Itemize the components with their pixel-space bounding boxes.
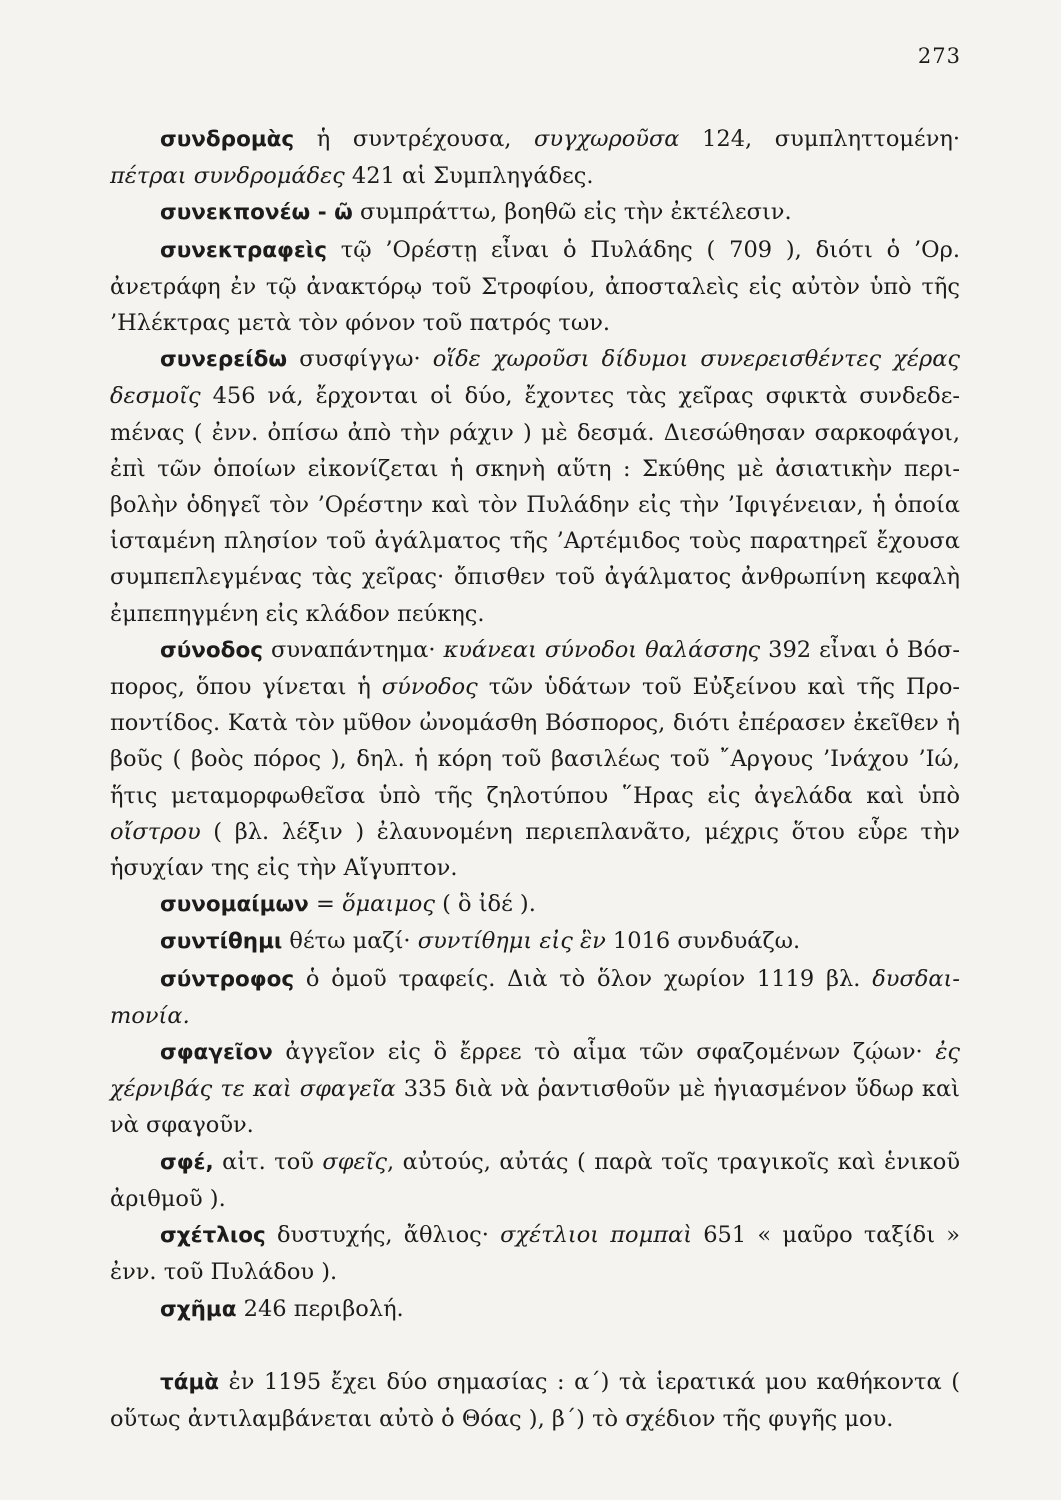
entry-headword: συνεκπονέω - ῶ — [160, 200, 353, 226]
entry-definition: = — [308, 891, 342, 918]
entry-definition: ( ὃ ἰδέ ). — [434, 891, 536, 918]
entry-quotation: οἴστρου — [110, 818, 201, 845]
entry-definition: τῷ ’Ορέστῃ εἶναι ὁ Πυλάδης ( 709 ), διότι ὁ ’Ορ. ἀνετράφη ἐν τῷ ἀνακτόρῳ τοῦ Στροφίου, ἀποσταλεὶς εἰς αὐτὸν ὑπὸ τῆς ’Ηλέκτρας μετὰ τὸν φόνον τοῦ πατρός των. — [110, 236, 960, 337]
glossary-entry — [110, 1364, 960, 1437]
page-number: 273 — [917, 44, 961, 68]
entry-headword: σφαγεῖον — [160, 1040, 273, 1066]
entry-definition: ( βλ. λέξιν ) ἐλαυνομένη περιεπλανᾶτο, μέχρις ὅτου εὗρε τὴν ἡσυχίαν της εἰς τὴν Αἴγυπτον. — [110, 818, 960, 882]
entry-headword: σφέ, — [160, 1149, 214, 1175]
glossary-entry — [110, 1217, 960, 1290]
glossary-entry — [110, 1144, 960, 1217]
entry-quotation: σφεῖς — [322, 1148, 388, 1175]
entry-headword: συνερείδω — [160, 347, 288, 373]
glossary-entry — [110, 1034, 960, 1144]
entry-definition: 124, συμπληττομένη· — [679, 126, 960, 152]
entry-definition: 392 εἶναι ὁ Βόσπορος, ὅπου γίνεται ἡ — [110, 636, 960, 701]
entry-headword: συνδρομὰς — [160, 127, 295, 152]
entry-quotation: οἵδε χωροῦσι δίδυμοι συνερεισθέντες χέρας δεσμοῖς — [110, 346, 961, 410]
entry-definition: δυστυχής, ἄθλιος· — [265, 1222, 501, 1249]
entry-quotation: συντίθημι εἰς ἓν — [417, 928, 606, 955]
entry-definition: 651 « μαῦρο ταξίδι » ἐνν. τοῦ Πυλάδου ). — [110, 1222, 961, 1286]
entry-definition: 246 περιβολή. — [236, 1295, 404, 1322]
entry-definition: 335 διὰ νὰ ῥαντισθοῦν μὲ ἡγιασμένον ὕδωρ καὶ νὰ σφαγοῦν. — [110, 1076, 960, 1139]
glossary-entry — [110, 923, 960, 960]
entry-headword: τάμὰ — [160, 1369, 220, 1395]
entry-quotation: δυσδαιmονία. — [110, 965, 960, 1029]
glossary-entry — [110, 194, 960, 231]
glossary-entry — [110, 341, 960, 632]
entry-definition: τῶν ὑδάτων τοῦ Εὐξείνου καὶ τῆς Προποντίδος. Κατὰ τὸν μῦθον ὠνομάσθη Βόσπορος, διότι ἐπέρασεν ἐκεῖθεν ἡ βοῦς ( βοὸς πόρος ), δηλ. ἡ κόρη τοῦ βασιλέως τοῦ ῎Αργους ’Ινάχου ’Ιώ, ἥτις μεταμορφωθεῖσα ὑπὸ τῆς ζηλοτύπου ῞Ηρας εἰς ἀγελάδα καὶ ὑπὸ — [110, 674, 960, 809]
entry-definition: 421 αἱ Συμπληγάδες. — [344, 163, 594, 190]
glossary-entry — [110, 886, 960, 923]
glossary-entry — [110, 121, 960, 194]
entry-definition: ἐν 1195 ἔχει δύο σημασίας : α΄) τὰ ἱερατικά μου καθήκοντα ( οὕτως ἀντιλαμβάνεται αὐτὸ ὁ Θόας ), β΄) τὸ σχέδιον τῆς φυγῆς μου. — [110, 1368, 960, 1432]
entry-definition: συσφίγγω· — [287, 346, 433, 373]
entry-quotation: πέτραι συνδρομάδες — [110, 163, 345, 190]
entry-definition: ἡ συντρέχουσα, — [294, 126, 535, 152]
entry-headword: σύντροφος — [160, 966, 295, 992]
entry-headword: συνεκτραφεὶς — [160, 237, 327, 263]
entry-definition: 1016 συνδυάζω. — [605, 928, 801, 955]
entry-quotation: ἐς χέρνιβάς τε καὶ σφαγεῖα — [110, 1039, 960, 1103]
entry-headword: σχέτλιος — [160, 1223, 266, 1249]
glossary-entry — [110, 232, 960, 342]
entry-definition: αἰτ. τοῦ — [213, 1148, 323, 1175]
entry-quotation: ὅμαιμος — [341, 891, 435, 918]
entry-quotation: συγχωροῦσα — [534, 126, 680, 152]
entry-definition: θέτω μαζί· — [282, 928, 418, 955]
entry-definition: συναπάντημα· — [262, 636, 444, 663]
glossary-entry — [110, 632, 960, 886]
entry-definition: ἀγγεῖον εἰς ὃ ἔρρεε τὸ αἷμα τῶν σφαζομένων ζῴων· — [272, 1039, 936, 1066]
entry-headword: συντίθημι — [160, 929, 283, 955]
entry-quotation: κυάνεαι σύνοδοι θαλάσσης — [443, 636, 761, 663]
entry-definition: , αὐτούς, αὐτάς ( παρὰ τοῖς τραγικοῖς καὶ ἑνικοῦ ἀριθμοῦ ). — [110, 1148, 960, 1212]
entry-definition: συμπράττω, βοηθῶ εἰς τὴν ἐκτέλεσιν. — [352, 199, 792, 226]
entry-quotation: σύνοδος — [381, 674, 478, 701]
glossary-entries — [110, 121, 960, 1437]
entry-definition: 456 νά, ἔρχονται οἱ δύο, ἔχοντες τὰς χεῖρας σφικτὰ συνδεδεmένας ( ἐνν. ὀπίσω ἀπὸ τὴν ράχιν ) μὲ δεσμά. Διεσώθησαν σαρκοφάγοι, ἐπὶ τῶν ὁποίων εἰκονίζεται ἡ σκηνὴ αὕτη : Σκύθης μὲ ἀσιατικὴν περιβολὴν ὁδηγεῖ τὸν ’Ορέστην καὶ τὸν Πυλάδην εἰς τὴν ’Ιφιγένειαν, ἡ ὁποία ἱσταμένη πλησίον τοῦ ἀγάλματος τῆς ’Αρτέμιδος τοὺς παρατηρεῖ ἔχουσα συμπεπλεγμένας τὰς χεῖρας· ὄπισθεν τοῦ ἀγάλματος ἀνθρωπίνη κεφαλὴ ἐμπεπηγμένη εἰς κλάδον πεύκης. — [110, 383, 960, 627]
glossary-entry — [110, 1291, 960, 1328]
entry-headword: σχῆμα — [160, 1296, 237, 1322]
entry-quotation: σχέτλιοι πομπαὶ — [500, 1222, 693, 1249]
entry-definition: ὁ ὁμοῦ τραφείς. Διὰ τὸ ὅλον χωρίον 1119 βλ. — [294, 965, 873, 992]
entry-headword: συνομαίμων — [160, 892, 309, 918]
entry-headword: σύνοδος — [160, 637, 263, 663]
glossary-entry — [110, 961, 960, 1034]
